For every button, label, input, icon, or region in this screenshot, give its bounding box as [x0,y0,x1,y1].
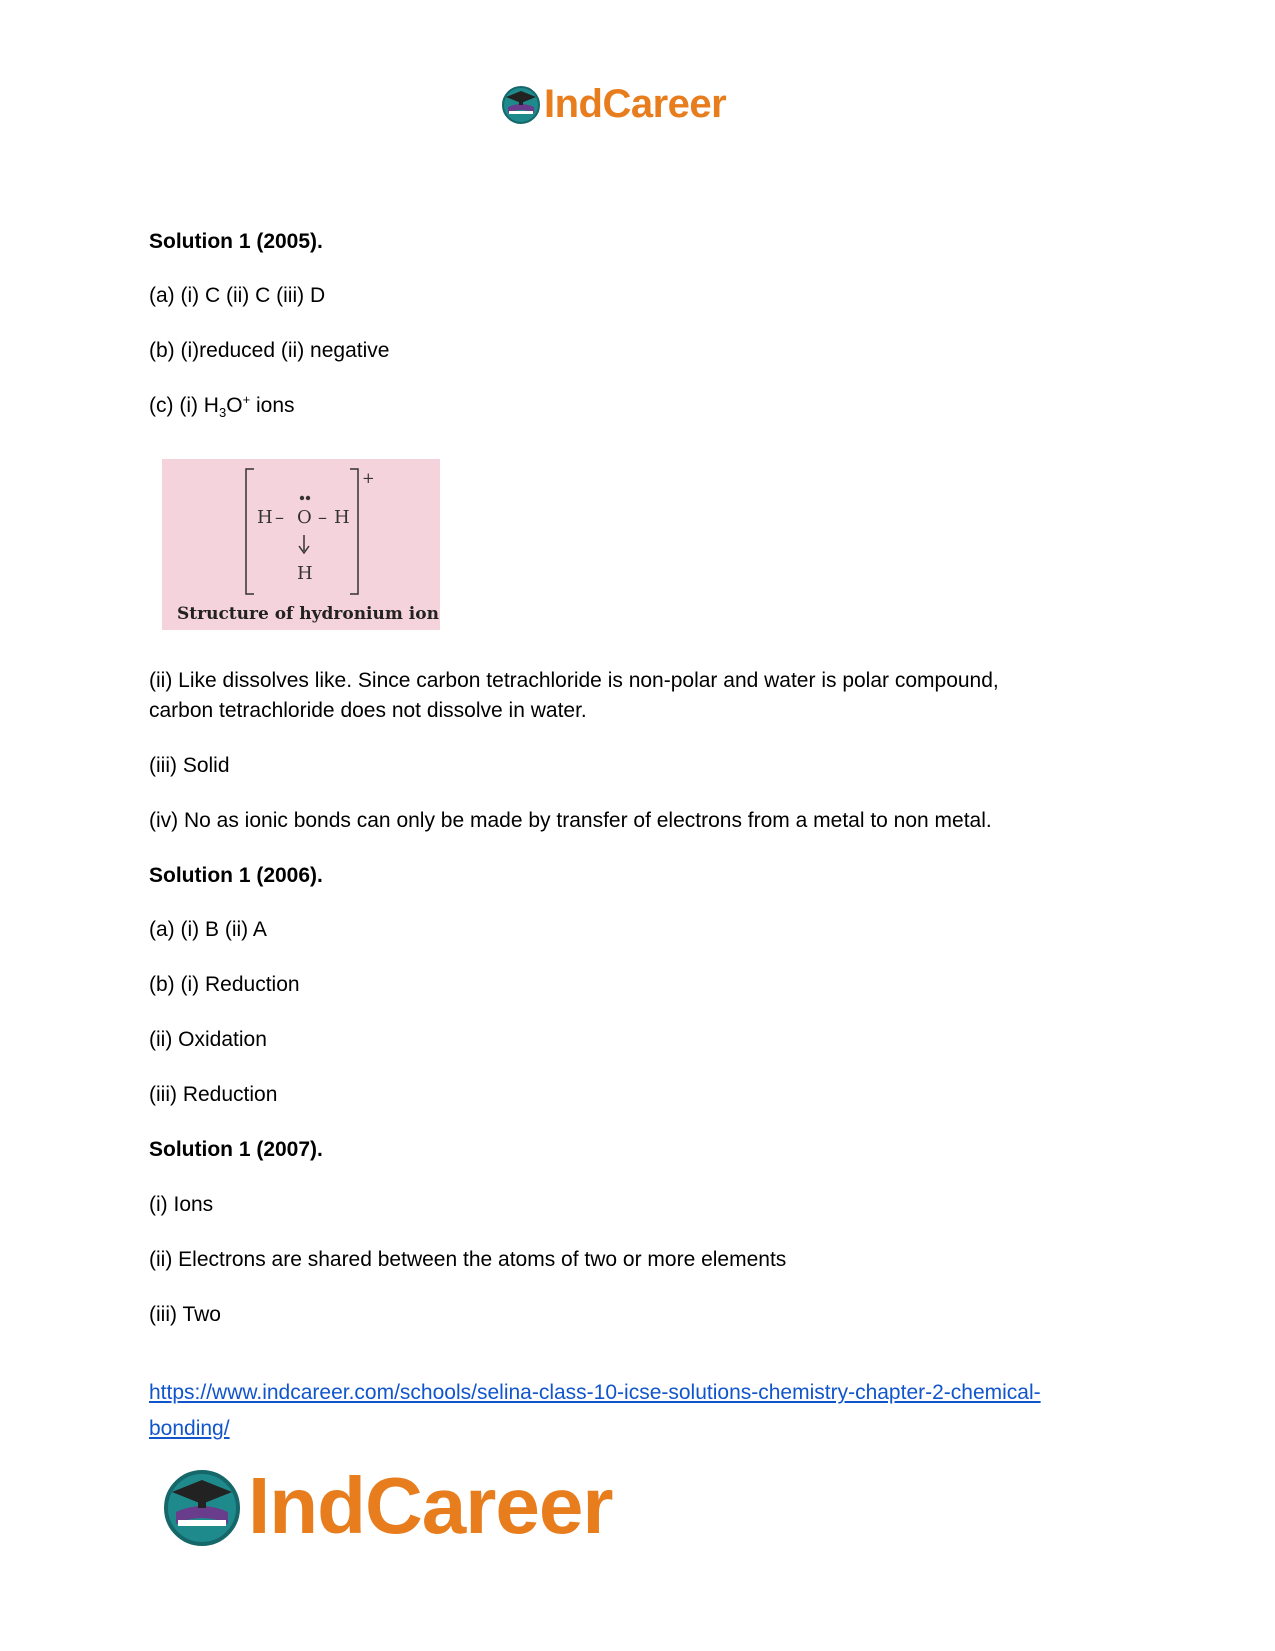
bond-left: – [275,507,284,528]
answer-2006-a: (a) (i) B (ii) A [149,918,267,941]
answer-2005-iii: (iii) Solid [149,754,230,777]
formula-prefix: (c) (i) H [149,394,219,417]
answer-2007-i: (i) Ions [149,1193,214,1216]
formula-subscript: 3 [218,405,227,421]
figure-caption: Structure of hydronium ion [177,604,439,624]
globe-graduation-cap-icon [160,1464,244,1548]
formula-superscript: + [242,392,251,407]
hydronium-diagram [162,459,440,630]
answer-2005-ii-line2: carbon tetrachloride does not dissolve in water. [149,699,587,722]
answer-2005-c [149,391,295,421]
answer-2006-ii: (ii) Oxidation [149,1028,267,1051]
header-logo-text: IndCareer [544,82,727,126]
answer-2006-iii: (iii) Reduction [149,1083,278,1106]
charge-label: + [362,469,375,487]
formula-oxygen: O [226,394,243,417]
atom-h-left: H [257,507,273,528]
answer-2007-iii: (iii) Two [149,1303,221,1326]
solution-2006-heading: Solution 1 (2006). [149,864,323,887]
source-link-line2[interactable]: bonding/ [149,1417,230,1440]
solution-2007-heading: Solution 1 (2007). [149,1138,323,1161]
footer-logo-text: IndCareer [248,1461,613,1550]
bond-right: – [318,507,327,528]
hydronium-structure-figure [162,459,440,630]
solution-2005-heading: Solution 1 (2005). [149,230,323,253]
globe-graduation-cap-icon [500,83,542,125]
footer-logo [160,1462,612,1550]
source-link-line1[interactable]: https://www.indcareer.com/schools/selina-class-10-icse-solutions-chemistry-chapter-2-chemical- [149,1381,1041,1404]
atom-h-right: H [334,507,350,528]
answer-2007-ii: (ii) Electrons are shared between the atoms of two or more elements [149,1248,787,1271]
atom-h-bottom: H [297,563,313,584]
header-logo [500,80,726,128]
answer-2005-b: (b) (i)reduced (ii) negative [149,339,390,362]
answer-2005-a: (a) (i) C (ii) C (iii) D [149,284,326,307]
answer-2006-b: (b) (i) Reduction [149,973,300,996]
answer-2005-ii-line1: (ii) Like dissolves like. Since carbon tetrachloride is non-polar and water is polar compound, [149,669,999,692]
answer-2005-iv: (iv) No as ionic bonds can only be made by transfer of electrons from a metal to non metal. [149,809,992,832]
atom-o: O [297,507,312,528]
formula-suffix: ions [250,394,295,417]
